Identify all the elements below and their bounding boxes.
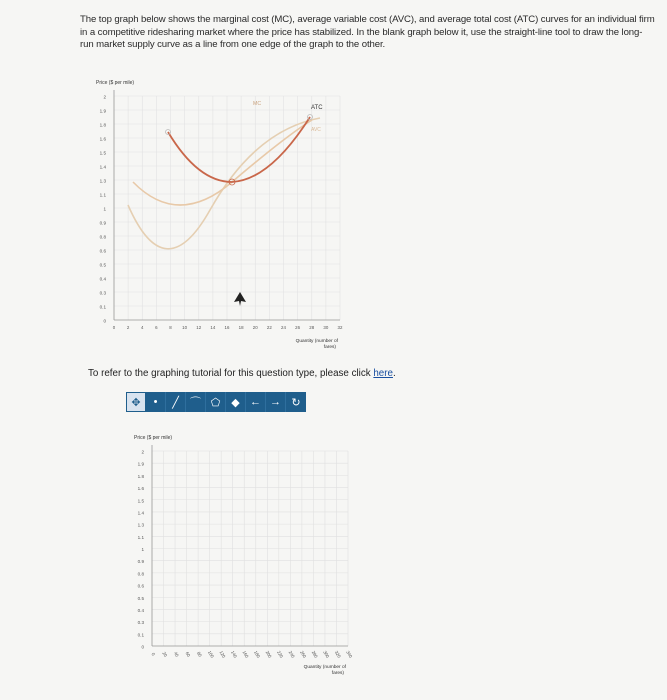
y-tick-label: 0.9	[99, 220, 106, 226]
y-tick-label: 0.4	[137, 607, 144, 613]
x-tick-label: 80	[196, 650, 203, 658]
x-tick-label: 6	[155, 325, 158, 330]
avc-label: AVC	[311, 127, 321, 133]
undo-button[interactable]	[246, 392, 266, 412]
y-tick-label: 0.1	[137, 632, 144, 638]
x-tick-label: 24	[281, 325, 286, 330]
x-tick-label: 280	[310, 649, 319, 659]
x-tick-label: 12	[196, 325, 202, 330]
x-tick-label: 18	[238, 325, 244, 330]
x-tick-label: 320	[333, 649, 342, 659]
x-tick-label: 300	[322, 649, 331, 659]
x-tick-label: 120	[218, 649, 227, 659]
point-tool-button[interactable]	[146, 392, 166, 412]
y-tick-label: 1.9	[99, 108, 106, 114]
y-tick-label: 0.3	[99, 290, 106, 296]
x-tick-label: 140	[230, 649, 239, 659]
x-tick-label: 60	[184, 650, 192, 658]
y-tick-label: 1.3	[137, 522, 144, 528]
x-axis-label-line2: fares)	[323, 345, 336, 350]
y-tick-label: 1.1	[99, 192, 106, 198]
reference-end: .	[392, 368, 396, 379]
x-tick-label: 100	[206, 649, 215, 659]
x-tick-label: 20	[252, 325, 258, 330]
x-axis-label-line2: fares)	[331, 671, 344, 676]
y-tick-label: 0.1	[99, 304, 106, 310]
y-tick-label: 0.5	[99, 262, 106, 268]
y-tick-label: 1.5	[137, 498, 144, 504]
reset-button[interactable]	[286, 392, 306, 412]
y-tick-label: 1.4	[99, 164, 106, 170]
curve-icon: ⌒	[190, 397, 201, 409]
x-tick-label: 200	[264, 649, 273, 659]
x-tick-label: 32	[337, 325, 343, 330]
y-tick-label: 1.5	[99, 150, 106, 156]
redo-button[interactable]	[266, 392, 286, 412]
y-tick-label: 0.6	[99, 248, 106, 254]
x-tick-label: 220	[276, 649, 285, 659]
y-tick-label: 1.9	[137, 461, 144, 467]
x-tick-label: 180	[253, 649, 262, 659]
mouse-cursor-icon	[234, 292, 246, 306]
x-tick-label: 28	[309, 325, 315, 330]
select-icon: ✥	[131, 396, 141, 409]
x-tick-label: 8	[169, 325, 172, 330]
y-tick-label: 1.4	[137, 510, 144, 516]
curve-tool-button[interactable]	[186, 392, 206, 412]
y-tick-label: 1.3	[99, 178, 106, 184]
y-tick-label: 0.6	[137, 583, 144, 589]
mc-label: MC	[253, 101, 262, 107]
y-axis-label: Price ($ per mile)	[96, 80, 135, 86]
x-tick-label: 4	[141, 325, 144, 330]
x-tick-label: 340	[345, 649, 354, 659]
atc-curve	[168, 117, 310, 182]
mc-curve	[133, 120, 312, 205]
polygon-tool-button[interactable]	[206, 392, 226, 412]
y-tick-label: 1.1	[137, 534, 144, 540]
y-tick-label: 2	[141, 449, 144, 455]
tutorial-link[interactable]: here	[373, 368, 393, 379]
x-tick-label: 0	[112, 325, 116, 330]
undo-icon: ←	[250, 396, 261, 408]
x-tick-label: 2	[126, 325, 130, 330]
y-tick-label: 0	[103, 318, 106, 324]
y-tick-label: 0.9	[137, 559, 144, 565]
x-tick-label: 240	[287, 649, 296, 659]
y-tick-label: 1.6	[99, 136, 106, 142]
graph-toolbar	[126, 392, 306, 412]
y-tick-label: 0.8	[99, 234, 106, 240]
x-tick-label: 20	[161, 650, 169, 658]
x-tick-label: 14	[210, 325, 216, 330]
redo-icon: →	[270, 396, 281, 408]
x-tick-label: 30	[323, 325, 329, 330]
x-tick-label: 16	[224, 325, 230, 330]
select-tool-button[interactable]	[126, 392, 146, 412]
y-tick-label: 1.8	[99, 122, 106, 128]
line-tool-button[interactable]	[166, 392, 186, 412]
y-tick-label: 2	[103, 94, 106, 100]
y-tick-label: 1.8	[137, 473, 144, 479]
y-tick-label: 0.8	[137, 571, 144, 577]
x-tick-label: 22	[266, 325, 272, 330]
x-axis-label-line1: Quantity (number of	[303, 665, 346, 670]
avc-curve	[128, 118, 320, 249]
eraser-tool-button[interactable]	[226, 392, 246, 412]
polygon-icon: ⬠	[210, 396, 221, 409]
x-tick-label: 160	[241, 649, 250, 659]
eraser-icon: ◆	[231, 396, 240, 409]
atc-label: ATC	[311, 105, 323, 111]
x-tick-label: 26	[295, 325, 301, 330]
y-tick-label: 0.4	[99, 276, 106, 282]
reset-icon: ↻	[291, 396, 301, 409]
x-tick-label: 40	[172, 650, 180, 658]
y-tick-label: 0	[141, 644, 144, 650]
y-tick-label: 1	[103, 206, 106, 212]
y-tick-label: 1	[141, 547, 144, 552]
line-icon: ╱	[172, 396, 179, 409]
y-axis-label: Price ($ per mile)	[134, 435, 173, 441]
reference-text: To refer to the graphing tutorial for this question type, please click	[88, 368, 374, 379]
point-icon: •	[153, 396, 158, 408]
y-tick-label: 0.5	[137, 595, 144, 601]
x-tick-label: 260	[299, 649, 308, 659]
x-tick-label: 10	[182, 325, 188, 330]
y-tick-label: 0.3	[137, 620, 144, 626]
question-intro: The top graph below shows the marginal cost (MC), average variable cost (AVC), and average total cost (ATC) curves for an individual firm in a competitive ridesharing market where the price has stabilized. In the blank graph below it, use the straight-line tool to draw the long-run market supply curve as a line from one edge of the graph to the other.	[80, 14, 655, 50]
y-tick-label: 1.6	[137, 486, 144, 492]
x-axis-label-line1: Quantity (number of	[295, 339, 338, 344]
x-tick-label: 0	[150, 651, 157, 657]
tutorial-reference	[88, 368, 396, 379]
